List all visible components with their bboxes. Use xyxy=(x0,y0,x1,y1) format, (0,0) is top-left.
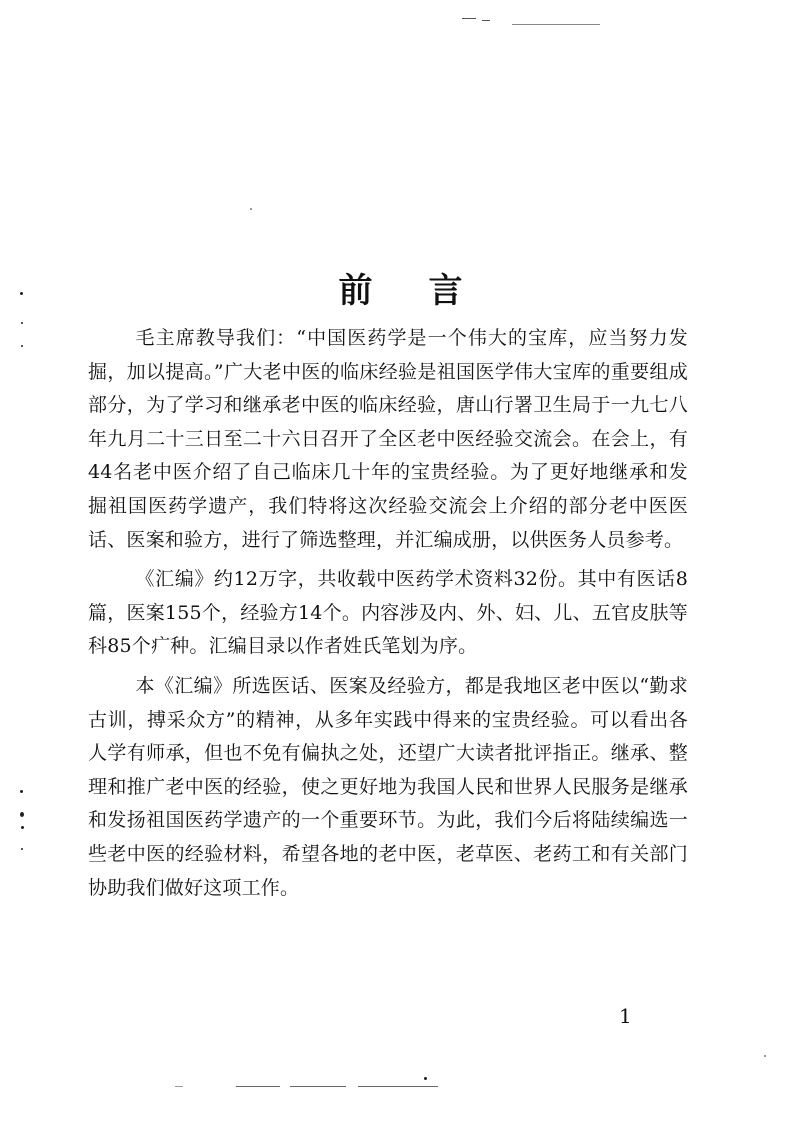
scan-mark xyxy=(482,20,490,21)
scan-speck xyxy=(424,1077,427,1080)
preface-body xyxy=(88,322,688,905)
scan-mark xyxy=(236,1086,280,1087)
scan-mark xyxy=(175,1086,183,1087)
paragraph-2: 《汇编》约12万字，共收载中医药学术资料32份。其中有医话8篇，医案155个，经验方14个。内容涉及内、外、妇、儿、五官皮肤等科85个疒种。汇编目录以作者姓氏笔划为序。 xyxy=(88,568,688,658)
title-char-1: 前 xyxy=(338,270,373,311)
scan-mark xyxy=(358,1086,438,1087)
scan-speck xyxy=(21,826,24,829)
scan-speck xyxy=(21,322,23,324)
scan-speck xyxy=(21,345,23,347)
scan-speck xyxy=(20,790,23,793)
scan-speck xyxy=(21,848,23,850)
scan-mark xyxy=(290,1086,346,1087)
scan-speck xyxy=(20,812,24,817)
title-char-2: 言 xyxy=(428,270,463,311)
scan-mark xyxy=(512,24,600,25)
scan-mark xyxy=(462,18,476,19)
page-number: 1 xyxy=(619,1004,632,1028)
page-title xyxy=(0,263,801,312)
scan-speck xyxy=(250,208,252,210)
paragraph-3: 本《汇编》所选医话、医案及经验方，都是我地区老中医以“勤求古训，搏采众方”的精神，从多年实践中得来的宝贵经验。可以看出各人学有师承，但也不免有偏执之处，还望广大读者批评指正。继承、整理和推广老中医的经验，使之更好地为我国人民和世界人民服务是继承和发扬祖国医药学遗产的一个重要环节。为此，我们今后将陆续编选一些老中医的经验材料，希望各地的老中医，老草医、老药工和有关部门协助我们做好这项工作。 xyxy=(88,674,688,899)
paragraph-1: 毛主席教导我们：“中国医药学是一个伟大的宝库，应当努力发掘，加以提高。”广大老中医的临床经验是祖国医学伟大宝库的重要组成部分，为了学习和继承老中医的临床经验，唐山行署卫生局于一九七八年九月二十三日至二十六日召开了全区老中医经验交流会。在会上，有44名老中医介绍了自己临床几十年的宝贵经验。为了更好地继承和发掘祖国医药学遗产，我们特将这次经验交流会上介绍的部分老中医医话、医案和验方，进行了筛选整理，并汇编成册，以供医务人员参考。 xyxy=(88,327,688,551)
scan-speck xyxy=(764,1055,766,1057)
